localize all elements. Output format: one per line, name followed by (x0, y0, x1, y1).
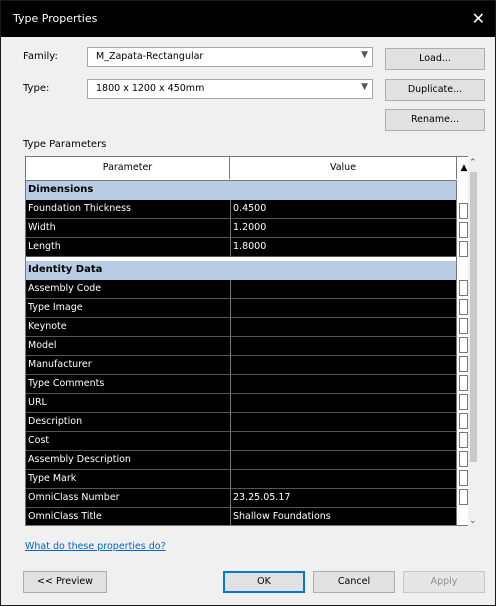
rename-button[interactable]: Rename... (385, 109, 485, 131)
chevron-down-icon: ▼ (361, 50, 368, 60)
table-row[interactable] (26, 432, 456, 451)
row-edit-cell[interactable] (459, 356, 468, 372)
table-row[interactable] (26, 470, 456, 489)
parameter-value[interactable] (230, 280, 456, 298)
sort-icon[interactable]: ▲ (456, 157, 471, 179)
parameter-name: OmniClass Number (28, 492, 120, 503)
parameter-name: Assembly Description (28, 454, 131, 465)
parameter-value[interactable] (230, 470, 456, 488)
type-dropdown[interactable] (87, 79, 373, 99)
parameter-name: Type Image (28, 302, 83, 313)
row-edit-cell[interactable] (459, 222, 468, 238)
parameter-value[interactable] (230, 318, 456, 336)
type-parameters-label: Type Parameters (23, 139, 107, 150)
row-edit-cell[interactable] (459, 241, 468, 257)
cancel-button[interactable]: Cancel (313, 571, 395, 593)
close-icon[interactable]: ✕ (471, 9, 485, 28)
load-button[interactable]: Load... (385, 48, 485, 70)
parameter-name: Assembly Code (28, 283, 102, 294)
family-value: M_Zapata-Rectangular (96, 51, 204, 62)
column-header-value[interactable]: Value (329, 162, 357, 173)
parameter-value[interactable]: 0.4500 (230, 200, 456, 218)
type-parameters-grid (25, 156, 479, 526)
ok-button[interactable]: OK (223, 571, 305, 593)
table-row[interactable] (26, 318, 456, 337)
parameter-value[interactable]: 23.25.05.17 (230, 489, 456, 507)
parameter-name: URL (28, 397, 47, 408)
table-row[interactable] (26, 219, 456, 238)
column-header-parameter[interactable]: Parameter (26, 157, 230, 179)
scroll-down-icon[interactable]: ⌄ (469, 516, 477, 526)
parameter-value[interactable] (230, 432, 456, 450)
table-row[interactable] (26, 299, 456, 318)
parameter-name: Foundation Thickness (28, 203, 132, 214)
row-edit-cell[interactable] (459, 432, 468, 448)
parameter-value[interactable]: 1.8000 (230, 238, 456, 256)
row-edit-cell[interactable] (459, 451, 468, 467)
vertical-scrollbar[interactable] (468, 156, 479, 526)
grid-header (26, 157, 468, 181)
row-edit-cell[interactable] (459, 375, 468, 391)
table-row[interactable] (26, 375, 456, 394)
parameter-name: Manufacturer (28, 359, 92, 370)
table-row[interactable] (26, 238, 456, 257)
parameter-value[interactable]: Shallow Foundations (230, 508, 456, 526)
parameter-name: Type Comments (28, 378, 105, 389)
row-edit-cell[interactable] (459, 470, 468, 486)
parameter-name: Length (28, 241, 61, 252)
type-value: 1800 x 1200 x 450mm (96, 83, 205, 94)
title-bar (1, 1, 495, 37)
apply-button[interactable]: Apply (403, 571, 485, 593)
table-row[interactable] (26, 489, 456, 508)
parameter-name: Description (28, 416, 83, 427)
preview-button[interactable]: << Preview (23, 571, 107, 593)
group-header-identity-data[interactable] (26, 261, 470, 280)
row-edit-cell[interactable] (459, 413, 468, 429)
help-link[interactable]: What do these properties do? (25, 541, 166, 552)
table-row[interactable] (26, 451, 456, 470)
row-edit-cell[interactable] (459, 394, 468, 410)
table-row[interactable] (26, 413, 456, 432)
parameter-name: Cost (28, 435, 50, 446)
group-label: Identity Data (28, 264, 103, 275)
row-edit-cell[interactable] (459, 489, 468, 505)
row-edit-cell[interactable] (459, 337, 468, 353)
group-header-dimensions[interactable] (26, 181, 470, 200)
table-row[interactable] (26, 394, 456, 413)
parameter-value[interactable] (230, 451, 456, 469)
table-row[interactable] (26, 337, 456, 356)
parameter-value[interactable] (230, 356, 456, 374)
table-row[interactable] (26, 356, 456, 375)
scroll-thumb[interactable] (470, 172, 477, 462)
parameter-name: Keynote (28, 321, 67, 332)
parameter-value[interactable] (230, 375, 456, 393)
parameter-value[interactable] (230, 394, 456, 412)
parameter-name: OmniClass Title (28, 511, 102, 522)
family-dropdown[interactable] (87, 47, 373, 67)
group-label: Dimensions (28, 184, 94, 195)
parameter-name: Width (28, 222, 56, 233)
window-title: Type Properties (13, 12, 98, 25)
parameter-value[interactable]: 1.2000 (230, 219, 456, 237)
table-row[interactable] (26, 508, 456, 526)
parameter-name: Type Mark (28, 473, 77, 484)
row-edit-cell[interactable] (459, 299, 468, 315)
parameter-value[interactable] (230, 299, 456, 317)
parameter-value[interactable] (230, 337, 456, 355)
parameter-name: Model (28, 340, 57, 351)
duplicate-button[interactable]: Duplicate... (385, 79, 485, 101)
scroll-up-icon[interactable]: ⌃ (469, 158, 477, 168)
table-row[interactable] (26, 200, 456, 219)
family-label: Family: (23, 51, 58, 62)
parameter-value[interactable] (230, 413, 456, 431)
table-row[interactable] (26, 280, 456, 299)
row-edit-cell[interactable] (459, 280, 468, 296)
type-label: Type: (23, 83, 50, 94)
row-edit-cell[interactable] (459, 318, 468, 334)
row-edit-cell[interactable] (459, 203, 468, 219)
chevron-down-icon: ▼ (361, 82, 368, 92)
